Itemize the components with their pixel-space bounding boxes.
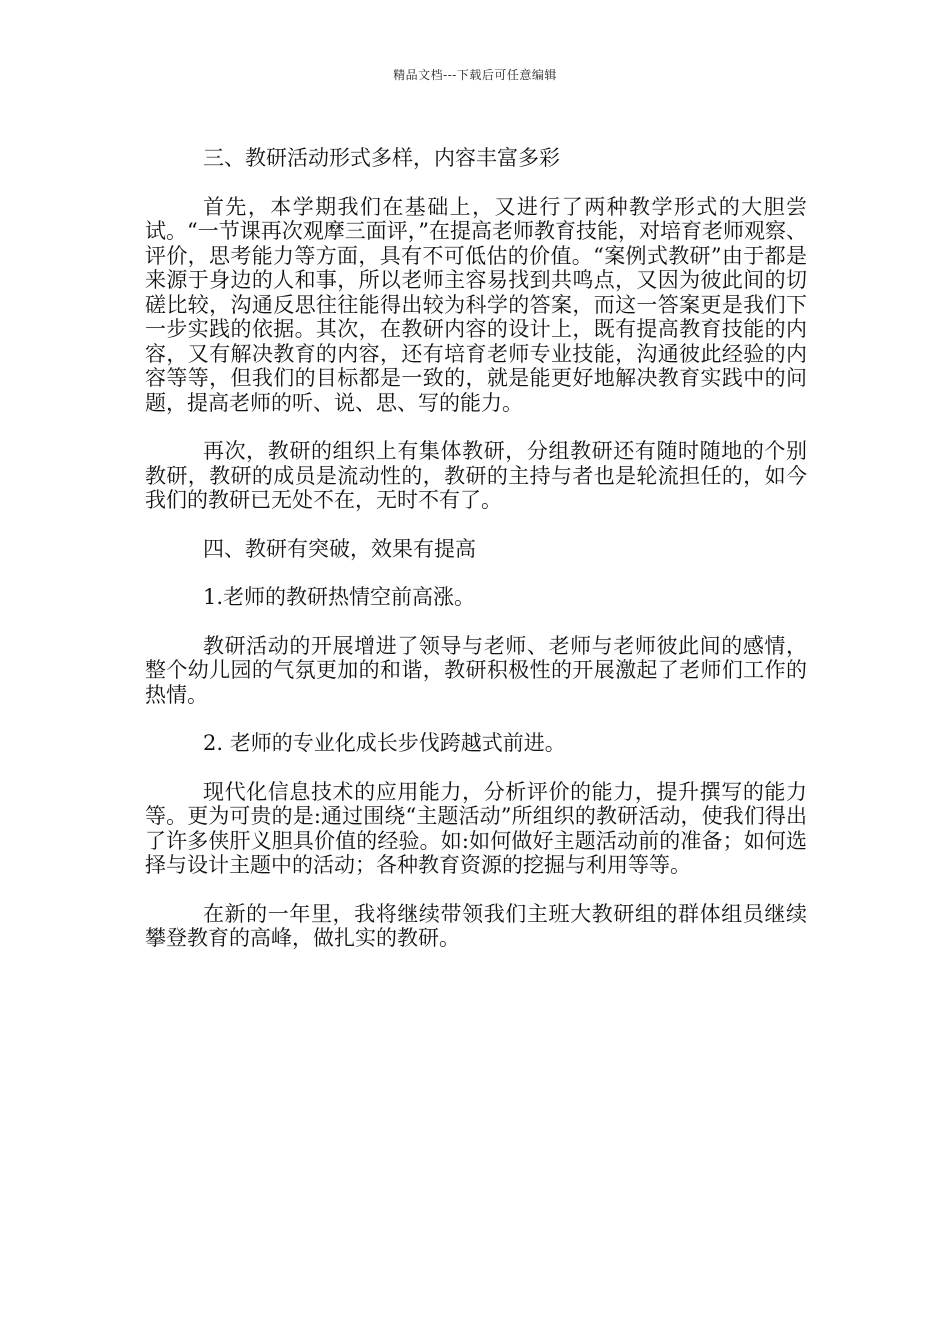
- section-heading-4: 四、教研有突破，效果有提高: [203, 536, 476, 561]
- paragraph-organization: 再次，教研的组织上有集体教研，分组教研还有随时随地的个别教研，教研的成员是流动性的，教研的主持与者也是轮流担任的，如今我们的教研已无处不在，无时不有了。: [145, 439, 807, 512]
- subheading-2: 2. 老师的专业化成长步伐跨越式前进。: [203, 731, 566, 755]
- paragraph-professional-growth: 现代化信息技术的应用能力，分析评价的能力，提升撰写的能力等。更为可贵的是:通过围绕“主题活动”所组织的教研活动，使我们得出了许多侠肝义胆具价值的经验。如:如何做好主题活动前的准备；如何选择与设计主题中的活动；各种教育资源的挖掘与利用等等。: [145, 779, 807, 877]
- paragraph-enthusiasm: 教研活动的开展增进了领导与老师、老师与老师彼此间的感情，整个幼儿园的气氛更加的和谐，教研积极性的开展激起了老师们工作的热情。: [145, 633, 807, 707]
- section-heading-3: 三、教研活动形式多样，内容丰富多彩: [203, 146, 560, 170]
- paragraph-teaching-forms: 首先，本学期我们在基础上，又进行了两种教学形式的大胆尝试。“一节课再次观摩三面评，”在提高老师教育技能，对培育老师观察、评价，思考能力等方面，具有不可低估的价值。“案例式教研”由于都是来源于身边的人和事，所以老师主容易找到共鸣点，又因为彼此间的切磋比较，沟通反思往往能得出较为科学的答案，而这一答案更是我们下一步实践的依据。其次，在教研内容的设计上，既有提高教育技能的内容，又有解决教育的内容，还有培育老师专业技能，沟通彼此经验的内容等等，但我们的目标都是一致的，就是能更好地解决教育实践中的问题，提高老师的听、说、思、写的能力。: [145, 194, 807, 415]
- document-body: [145, 146, 807, 975]
- document-header-note: 精品文档---下载后可任意编辑: [393, 68, 557, 82]
- paragraph-new-year: 在新的一年里，我将继续带领我们主班大教研组的群体组员继续攀登教育的高峰，做扎实的教研。: [145, 901, 807, 950]
- subheading-1: 1.老师的教研热情空前高涨。: [203, 585, 476, 609]
